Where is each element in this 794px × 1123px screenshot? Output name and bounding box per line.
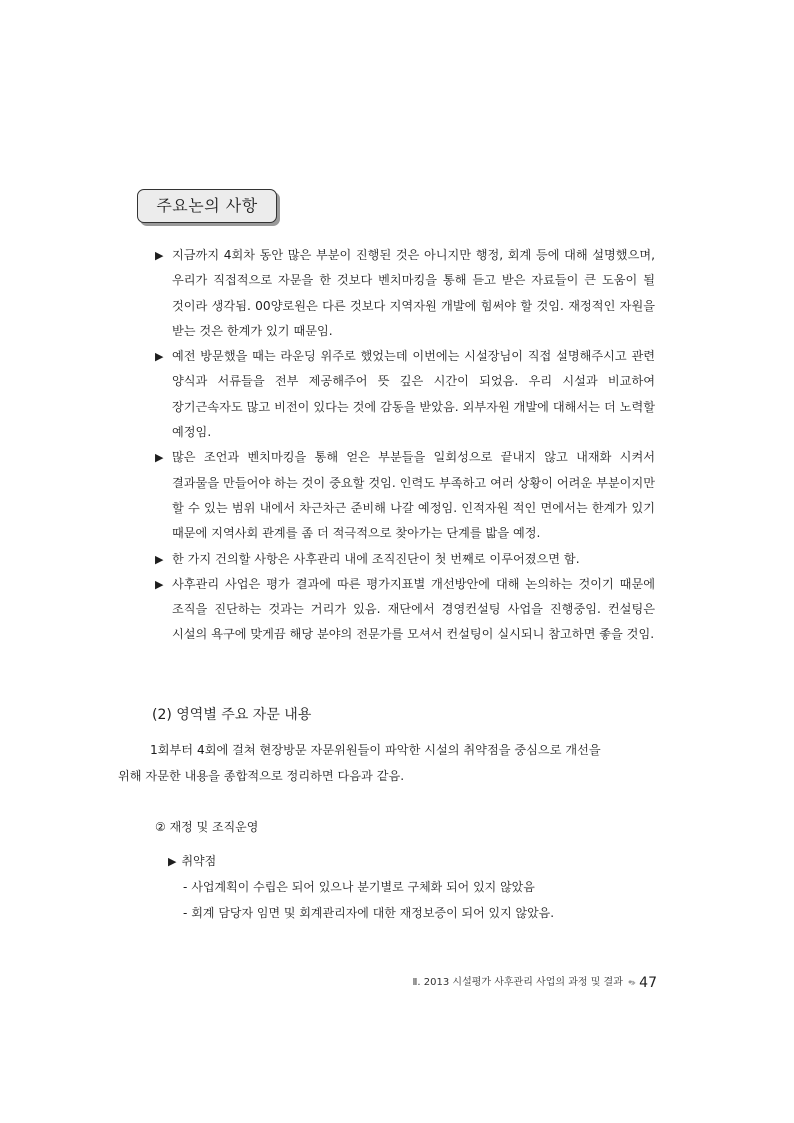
weakness-item-text: 회계 담당자 임면 및 회계관리자에 대한 재정보증이 되어 있지 않았음. [191,906,555,920]
weakness-list [183,874,554,926]
weakness-heading [168,851,216,872]
discussion-item [155,547,655,572]
weakness-item [183,900,554,926]
discussion-item [155,243,655,344]
section-heading: (2) 영역별 주요 자문 내용 [152,707,312,723]
bullet-triangle-icon: ▶ [155,350,164,364]
intro-line: 위해 자문한 내용을 종합적으로 정리하면 다음과 같음. [118,768,405,783]
bullet-triangle-icon: ▶ [168,855,177,868]
bullet-triangle-icon: ▶ [155,451,164,465]
running-title: Ⅱ. 2013 시설평가 사후관리 사업의 과정 및 결과 [412,977,623,988]
bullet-triangle-icon: ▶ [155,552,164,566]
weakness-item [183,874,554,900]
discussion-item-text: 지금까지 4회차 동안 많은 부분이 진행된 것은 아니지만 행정, 회계 등에 대해 설명했으며, 우리가 직접적으로 자문을 한 것보다 벤치마킹을 통해 듣고 받은 자료들이 큰 도움이 될 것이라 생각됨. 00양로원은 다른 것보다 지역자원 개발에 힘써야 할 것임. 재정적인 자원을 받는 것은 한계가 있기 때문임. [172,248,655,338]
discussion-item-text: 한 가지 건의할 사항은 사후관리 내에 조직진단이 첫 번째로 이루어졌으면 함. [172,551,580,566]
discussion-list [155,243,655,648]
discussion-item-text: 많은 조언과 벤치마킹을 통해 얻은 부분들을 일회성으로 끝내지 않고 내재화 시켜서 결과물을 만들어야 하는 것이 중요할 것임. 인력도 부족하고 여러 상황이 어려운 부분이지만 할 수 있는 범위 내에서 차근차근 준비해 나갈 예정임. 인적자원 적인 면에서는 한계가 있기 때문에 지역사회 관계를 좀 더 적극적으로 찾아가는 단계를 밟을 예정. [172,450,655,541]
page-footer [413,973,658,993]
weakness-heading-text: 취약점 [181,854,217,868]
chevron-icon: •›› [626,976,634,989]
section-title: 주요논의 사항 [156,196,258,215]
discussion-item-text: 사후관리 사업은 평가 결과에 따른 평가지표별 개선방안에 대해 논의하는 것이기 때문에 조직을 진단하는 것과는 거리가 있음. 재단에서 경영컨설팅 사업을 진행중임. 컨설팅은 시설의 욕구에 맞게끔 해당 분야의 전문가를 모셔서 컨설팅이 실시되니 참고하면 좋을 것임. [172,576,655,642]
weakness-item-text: 사업계획이 수립은 되어 있으나 분기별로 구체화 되어 있지 않았음 [191,880,535,894]
discussion-item [155,572,655,648]
dash-marker: - [183,906,188,920]
subsection-heading: ② 재정 및 조직운영 [155,820,259,834]
bullet-triangle-icon: ▶ [155,249,164,262]
intro-paragraph [118,738,659,789]
discussion-item [155,344,655,445]
discussion-item-text: 예전 방문했을 때는 라운딩 위주로 했었는데 이번에는 시설장님이 직접 설명해주시고 관련 양식과 서류들을 전부 제공해주어 뜻 깊은 시간이 되었음. 우리 시설과 비교하여 장기근속자도 많고 비전이 있다는 것에 감동을 받았음. 외부자원 개발에 대해서는 더 노력할 예정임. [172,349,655,440]
discussion-item [155,445,655,546]
page-number: 47 [639,975,657,991]
dash-marker: - [183,880,188,894]
section-title-box [137,189,277,223]
intro-line: 1회부터 4회에 걸쳐 현장방문 자문위원들이 파악한 시설의 취약점을 중심으로 개선을 [150,743,601,757]
bullet-triangle-icon: ▶ [155,577,164,591]
